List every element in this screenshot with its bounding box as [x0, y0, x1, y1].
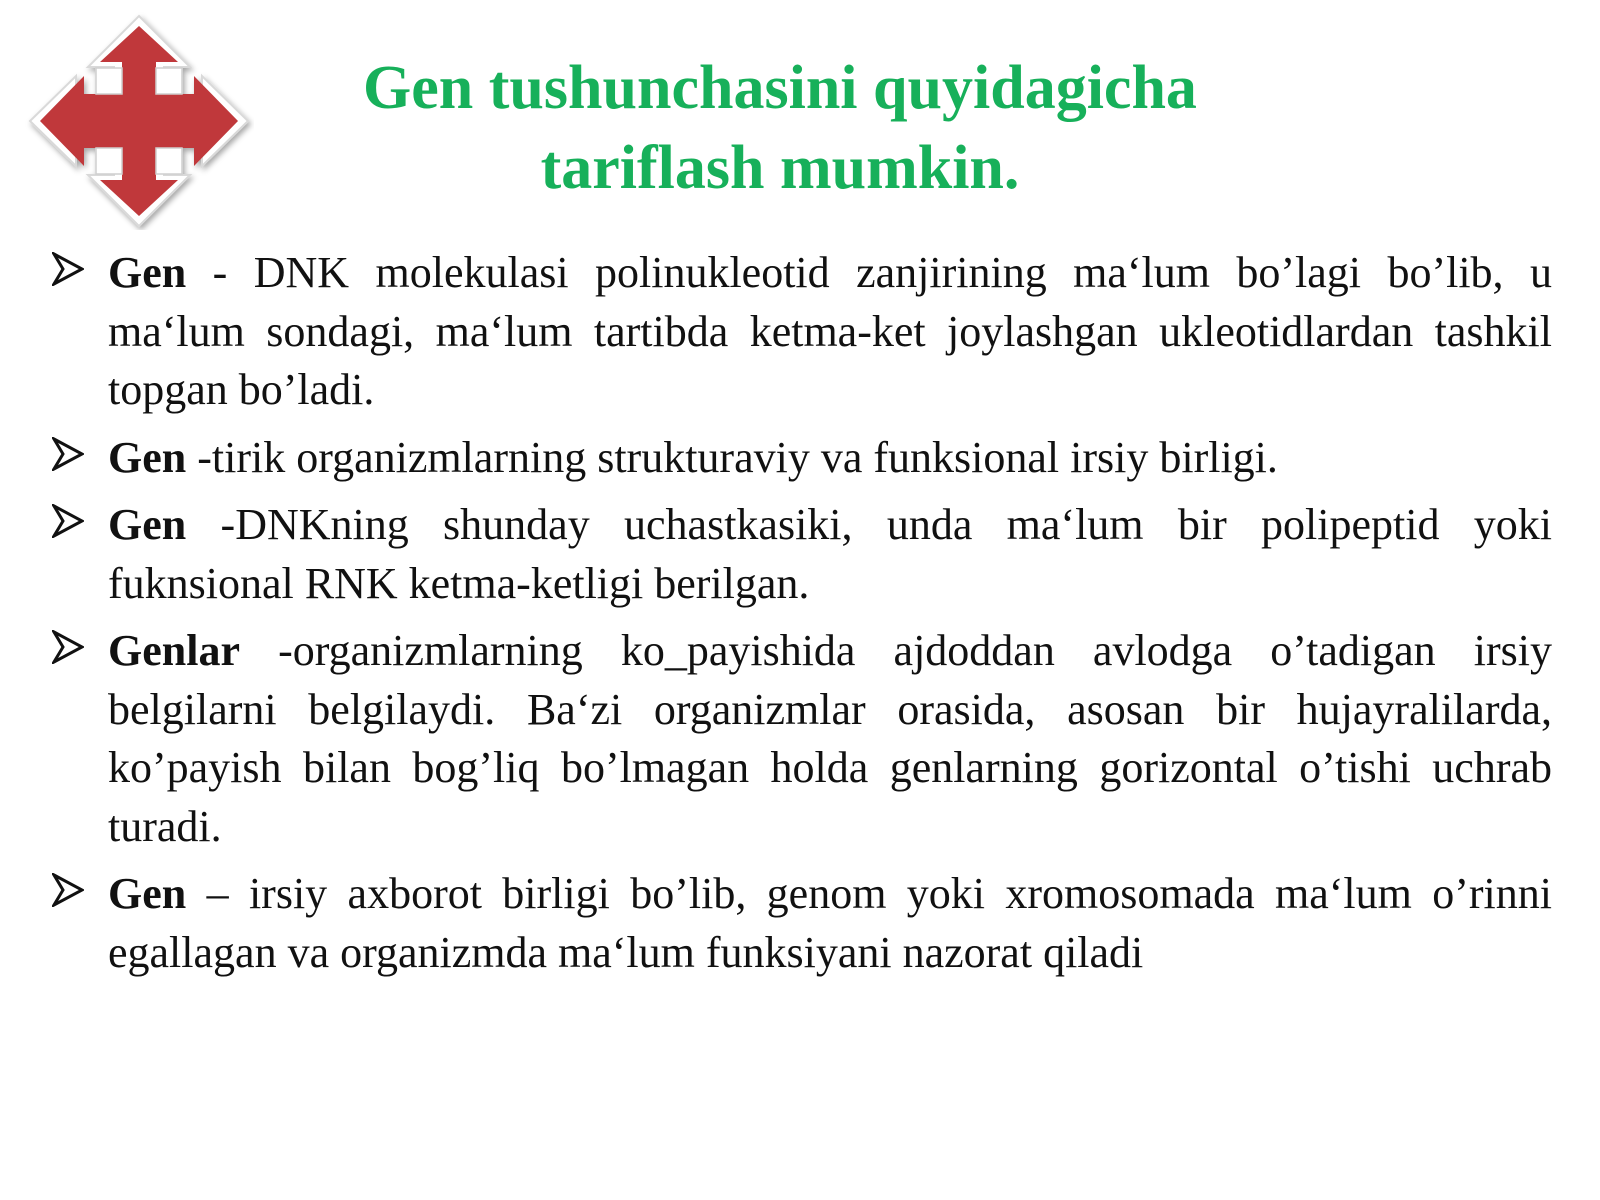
- term: Gen: [108, 869, 187, 918]
- arrowhead-bullet-icon: [52, 630, 84, 664]
- list-item: [48, 429, 1552, 488]
- list-item: [48, 496, 1552, 613]
- title-line-2: tariflash mumkin: [540, 134, 1004, 202]
- definition-text: -organizmlarning ko_payishida ajdoddan avlodga o’tadigan irsiy belgilarni belgilaydi. Ba‘zi organizmlar orasida, asosan bir hujayralilarda, ko’payish bilan bog’liq bo’lmagan holda genlarning gorizontal o’tishi uchrab turadi.: [108, 626, 1552, 851]
- definition-text: -DNKning shunday uchastkasiki, unda ma‘lum bir polipeptid yoki fuknsional RNK ketma-ketligi berilgan.: [108, 500, 1552, 608]
- term: Genlar: [108, 626, 240, 675]
- arrowhead-bullet-icon: [52, 873, 84, 907]
- term: Gen: [108, 248, 187, 297]
- term: Gen: [108, 500, 187, 549]
- definition-list: [48, 244, 1552, 991]
- arrowhead-bullet-icon: [52, 252, 84, 286]
- list-item: [48, 244, 1552, 420]
- arrowhead-bullet-icon: [52, 437, 84, 471]
- list-item: [48, 622, 1552, 856]
- title-period: .: [1003, 134, 1020, 202]
- definition-text: – irsiy axborot birligi bo’lib, genom yoki xromosomada ma‘lum o’rinni egallagan va organizmda ma‘lum funksiyani nazorat qiladi: [108, 869, 1552, 977]
- slide-title: [260, 48, 1300, 208]
- term: Gen: [108, 432, 187, 482]
- four-way-arrow-cross-icon: [24, 12, 254, 230]
- list-item: [48, 865, 1552, 982]
- definition-text: -tirik organizmlarning strukturaviy va funksional irsiy birligi.: [186, 432, 1278, 482]
- arrowhead-bullet-icon: [52, 504, 84, 538]
- definition-text: - DNK molekulasi polinukleotid zanjirining ma‘lum bo’lagi bo’lib, u ma‘lum sondagi, ma‘lum tartibda ketma-ket joylashgan ukleotidlardan tashkil topgan bo’ladi.: [108, 248, 1552, 414]
- title-line-1: Gen tushunchasini quyidagicha: [363, 54, 1197, 122]
